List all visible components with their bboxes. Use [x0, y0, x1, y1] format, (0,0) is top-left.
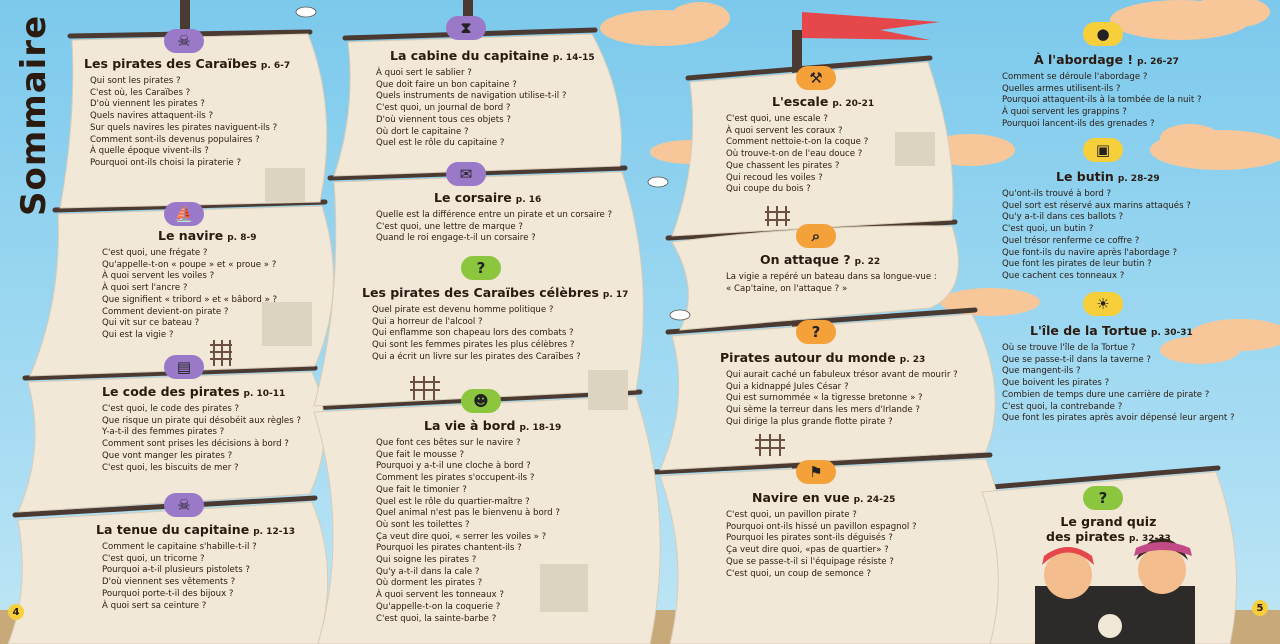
question-item: C'est quoi, les biscuits de mer ? [102, 462, 239, 473]
question-item: Que fait le timonier ? [376, 484, 467, 495]
question-item: Comment sont prises les décisions à bord ? [102, 439, 289, 450]
question-item: Comment se déroule l'abordage ? [1002, 72, 1148, 82]
question-item: Que vont manger les pirates ? [102, 450, 233, 461]
question-item: C'est quoi, un journal de bord ? [376, 103, 511, 114]
page-number-left: 4 [8, 604, 24, 620]
question-item: Quel est le rôle du capitaine ? [376, 138, 505, 149]
question-list [996, 343, 1235, 425]
question-item: Quel sort est réservé aux marins attaqués ? [1002, 200, 1191, 211]
question-list [370, 68, 595, 150]
question-item: Quel trésor renferme ce coffre ? [1002, 235, 1140, 246]
question-item: Où dorment les pirates ? [376, 578, 483, 589]
toc-section [96, 228, 277, 342]
question-list [96, 404, 301, 474]
section-title[interactable]: La tenue du capitaine p. 12-13 [96, 522, 295, 537]
toc-section [1046, 514, 1171, 547]
question-item: Pourquoi y a-t-il une cloche à bord ? [376, 461, 531, 472]
question-item: Combien de temps dure une carrière de pirate ? [1002, 389, 1210, 400]
section-title[interactable]: Le navire p. 8-9 [158, 228, 257, 243]
question-item: Pourquoi a-t-il plusieurs pistolets ? [102, 565, 250, 576]
question-item: Quel pirate est devenu homme politique ? [372, 305, 554, 315]
question-item: Pourquoi porte-t-il des bijoux ? [102, 588, 234, 599]
question-icon: ? [461, 256, 501, 280]
question-item: Où trouve-t-on de l'eau douce ? [726, 149, 863, 160]
question-item: D'où viennent les pirates ? [90, 99, 205, 110]
question-item: Qu'y a-t-il dans ces ballots ? [1002, 212, 1124, 223]
toc-section [720, 252, 937, 295]
letter-icon: ✉ [446, 162, 486, 186]
question-item: Que mangent-ils ? [1002, 366, 1081, 377]
section-title[interactable]: Le corsaire p. 16 [434, 190, 542, 205]
question-item: C'est quoi, le code des pirates ? [102, 404, 240, 414]
question-item: Que font ces bêtes sur le navire ? [376, 438, 521, 448]
question-item: Comment le capitaine s'habille-t-il ? [102, 542, 257, 552]
question-item: Qui vit sur ce bateau ? [102, 318, 200, 329]
question-item: Qu'appelle-t-on la coquerie ? [376, 601, 501, 612]
toc-section [720, 490, 917, 580]
question-item: À quoi sert l'ancre ? [102, 283, 188, 294]
question-list [996, 189, 1191, 283]
section-title[interactable]: On attaque ? p. 22 [760, 252, 881, 267]
question-item: Qui a horreur de l'alcool ? [372, 316, 483, 327]
question-item: Qui a kidnappé Jules César ? [726, 381, 849, 392]
toc-section [996, 323, 1235, 425]
toc-section [370, 190, 612, 245]
question-item: Quel animal n'est pas le bienvenu à bord ? [376, 508, 560, 519]
ship-icon: ⛵ [164, 202, 204, 226]
question-item: Quels instruments de navigation utilise-t-il ? [376, 91, 567, 102]
question-item: Que se passe-t-il si l'équipage résiste ? [726, 556, 894, 567]
question-item: Que boivent les pirates ? [1002, 378, 1110, 389]
question-item: Pourquoi ont-ils hissé un pavillon espagnol ? [726, 521, 917, 532]
section-title[interactable]: L'escale p. 20-21 [772, 94, 875, 109]
question-item: Comment les pirates s'occupent-ils ? [376, 473, 535, 484]
toc-section [370, 48, 595, 150]
hammer-icon: ⚒ [796, 66, 836, 90]
scroll-icon: ▤ [164, 355, 204, 379]
question-item: Qu'y a-t-il dans la cale ? [376, 566, 480, 577]
question-item: Pourquoi lancent-ils des grenades ? [1002, 118, 1155, 129]
page-title [12, 14, 54, 220]
flag-icon: ⚑ [796, 460, 836, 484]
question-list [720, 370, 958, 429]
question-item: À quoi sert le sablier ? [376, 68, 472, 78]
section-title[interactable]: La cabine du capitaine p. 14-15 [390, 48, 595, 63]
question-item: Comment devient-on pirate ? [102, 306, 229, 317]
question-item: C'est où, les Caraïbes ? [90, 87, 191, 98]
question-item: Pourquoi les pirates chantent-ils ? [376, 543, 522, 554]
question-item: Qui a écrit un livre sur les pirates des Caraïbes ? [372, 351, 581, 362]
question-item: Que doit faire un bon capitaine ? [376, 79, 517, 90]
question-item: Ça veut dire quoi, « serrer les voiles » ? [376, 531, 547, 542]
page-number-right: 5 [1252, 600, 1268, 616]
question-item: Où dort le capitaine ? [376, 126, 469, 137]
question-list [96, 248, 277, 342]
question-item: Qui enflamme son chapeau lors des combats ? [372, 328, 574, 339]
section-title[interactable]: L'île de la Tortue p. 30-31 [1030, 323, 1193, 338]
question-item: Que font les pirates après avoir dépensé leur argent ? [1002, 413, 1235, 424]
pirate-hat-icon: ☠ [164, 493, 204, 517]
question-item: Que chassent les pirates ? [726, 160, 840, 171]
question-item: Quels navires attaquent-ils ? [90, 111, 214, 122]
toc-section [996, 52, 1202, 131]
question-item: Y-a-t-il des femmes pirates ? [102, 427, 225, 438]
question-item: Que fait le mousse ? [376, 449, 465, 460]
question-item: C'est quoi, un tricorne ? [102, 553, 205, 564]
pirate-face-icon: ☻ [461, 389, 501, 413]
skull-flag-icon: ☠ [164, 29, 204, 53]
question-item: Pourquoi attaquent-ils à la tombée de la nuit ? [1002, 95, 1202, 106]
question-item: Que font-ils du navire après l'abordage ? [1002, 247, 1178, 258]
toc-section [362, 285, 628, 364]
section-title[interactable]: Pirates autour du monde p. 23 [720, 350, 926, 365]
question-item: La vigie a repéré un bateau dans sa longue-vue : [726, 272, 937, 282]
question-item: Qui est surnommée « la tigresse bretonne » ? [726, 393, 923, 404]
question-item: D'où viennent tous ces objets ? [376, 114, 511, 125]
toc-section [96, 522, 295, 612]
section-title[interactable]: La vie à bord p. 18-19 [424, 418, 562, 433]
toc-section [96, 384, 301, 474]
question-item: C'est quoi, un pavillon pirate ? [726, 510, 857, 520]
question-item: À quoi servent les coraux ? [726, 125, 843, 136]
question-item: Où sont les toilettes ? [376, 519, 470, 530]
bomb-icon: ● [1083, 22, 1123, 46]
page-title-text: Sommaire [14, 14, 54, 216]
question-list [96, 542, 295, 612]
question-item: À quoi servent les voiles ? [102, 271, 215, 282]
question-item: C'est quoi, une escale ? [726, 114, 828, 124]
question-item: Où se trouve l'île de la Tortue ? [1002, 343, 1136, 353]
question-item: À quoi servent les tonneaux ? [376, 590, 504, 601]
question-item: Quand le roi engage-t-il un corsaire ? [376, 233, 536, 244]
question-list [370, 210, 612, 245]
question-item: Que se passe-t-il dans la taverne ? [1002, 354, 1151, 365]
question-item: C'est quoi, un butin ? [1002, 224, 1094, 235]
question-item: C'est quoi, la contrebande ? [1002, 401, 1123, 412]
question-list [84, 76, 290, 170]
question-item: Ça veut dire quoi, «pas de quartier» ? [726, 545, 889, 556]
island-icon: ☀ [1083, 292, 1123, 316]
toc-section [996, 169, 1191, 283]
toc-section [84, 56, 290, 170]
section-title[interactable]: Les pirates des Caraïbes célèbres p. 17 [362, 285, 629, 300]
question-list [720, 510, 917, 580]
question-item: Qui recoud les voiles ? [726, 172, 823, 183]
question-item: Que signifient « tribord » et « bâbord » ? [102, 294, 278, 305]
question-item: « Cap'taine, on l'attaque ? » [726, 283, 848, 294]
question-icon: ? [796, 320, 836, 344]
toc-section [720, 350, 958, 429]
question-item: À quoi sert sa ceinture ? [102, 600, 207, 611]
question-list [720, 272, 937, 295]
question-item: Quelle est la différence entre un pirate et un corsaire ? [376, 210, 613, 220]
question-item: D'où viennent ses vêtements ? [102, 577, 236, 588]
section-title[interactable]: Le code des pirates p. 10-11 [102, 384, 286, 399]
question-item: Qu'ont-ils trouvé à bord ? [1002, 189, 1112, 199]
question-item: Pourquoi les pirates sont-ils déguisés ? [726, 533, 893, 544]
question-item: C'est quoi, la sainte-barbe ? [376, 613, 497, 624]
section-title-line2[interactable]: des pirates p. 32-33 [1046, 529, 1171, 544]
question-list [720, 114, 874, 196]
question-item: Que risque un pirate qui désobéit aux règles ? [102, 415, 301, 426]
question-item: Quelles armes utilisent-ils ? [1002, 83, 1121, 94]
section-title[interactable]: À l'abordage ! p. 26-27 [1034, 52, 1179, 67]
question-item: Pourquoi ont-ils choisi la piraterie ? [90, 157, 241, 168]
question-icon: ? [1083, 486, 1123, 510]
question-item: C'est quoi, une lettre de marque ? [376, 221, 523, 232]
section-title[interactable]: Le butin p. 28-29 [1056, 169, 1160, 184]
question-item: Qui sont les pirates ? [90, 76, 181, 86]
toc-section [720, 94, 874, 196]
section-title[interactable]: Le grand quiz [1060, 514, 1157, 529]
question-item: Sur quels navires les pirates naviguent-ils ? [90, 122, 278, 133]
question-item: Qui aurait caché un fabuleux trésor avant de mourir ? [726, 370, 958, 380]
spyglass-icon: ⌕ [796, 224, 836, 248]
question-item: Quel est le rôle du quartier-maître ? [376, 496, 530, 507]
question-item: Qui sème la terreur dans les mers d'Irlande ? [726, 405, 920, 416]
question-list [370, 438, 561, 625]
question-item: Comment sont-ils devenus populaires ? [90, 134, 260, 145]
hourglass-icon: ⧗ [446, 16, 486, 40]
question-item: Qui coupe du bois ? [726, 184, 811, 195]
question-list [362, 305, 628, 364]
question-item: Qui sont les femmes pirates les plus célèbres ? [372, 340, 575, 351]
question-item: À quelle époque vivent-ils ? [90, 146, 209, 157]
question-item: C'est quoi, un coup de semonce ? [726, 568, 872, 579]
question-item: Qu'appelle-t-on « poupe » et « proue » ? [102, 259, 277, 270]
question-item: Qui est la vigie ? [102, 329, 174, 340]
treasure-chest-icon: ▣ [1083, 138, 1123, 162]
question-item: À quoi servent les grappins ? [1002, 107, 1127, 118]
section-title[interactable]: Navire en vue p. 24-25 [752, 490, 896, 505]
question-item: Que cachent ces tonneaux ? [1002, 270, 1125, 281]
question-item: Qui dirige la plus grande flotte pirate ? [726, 416, 893, 427]
question-list [996, 72, 1202, 131]
question-item: Comment nettoie-t-on la coque ? [726, 137, 869, 148]
question-item: C'est quoi, une frégate ? [102, 248, 208, 258]
toc-section [370, 418, 561, 625]
section-title[interactable]: Les pirates des Caraïbes p. 6-7 [84, 56, 291, 71]
question-item: Que font les pirates de leur butin ? [1002, 259, 1152, 270]
question-item: Qui soigne les pirates ? [376, 555, 477, 566]
